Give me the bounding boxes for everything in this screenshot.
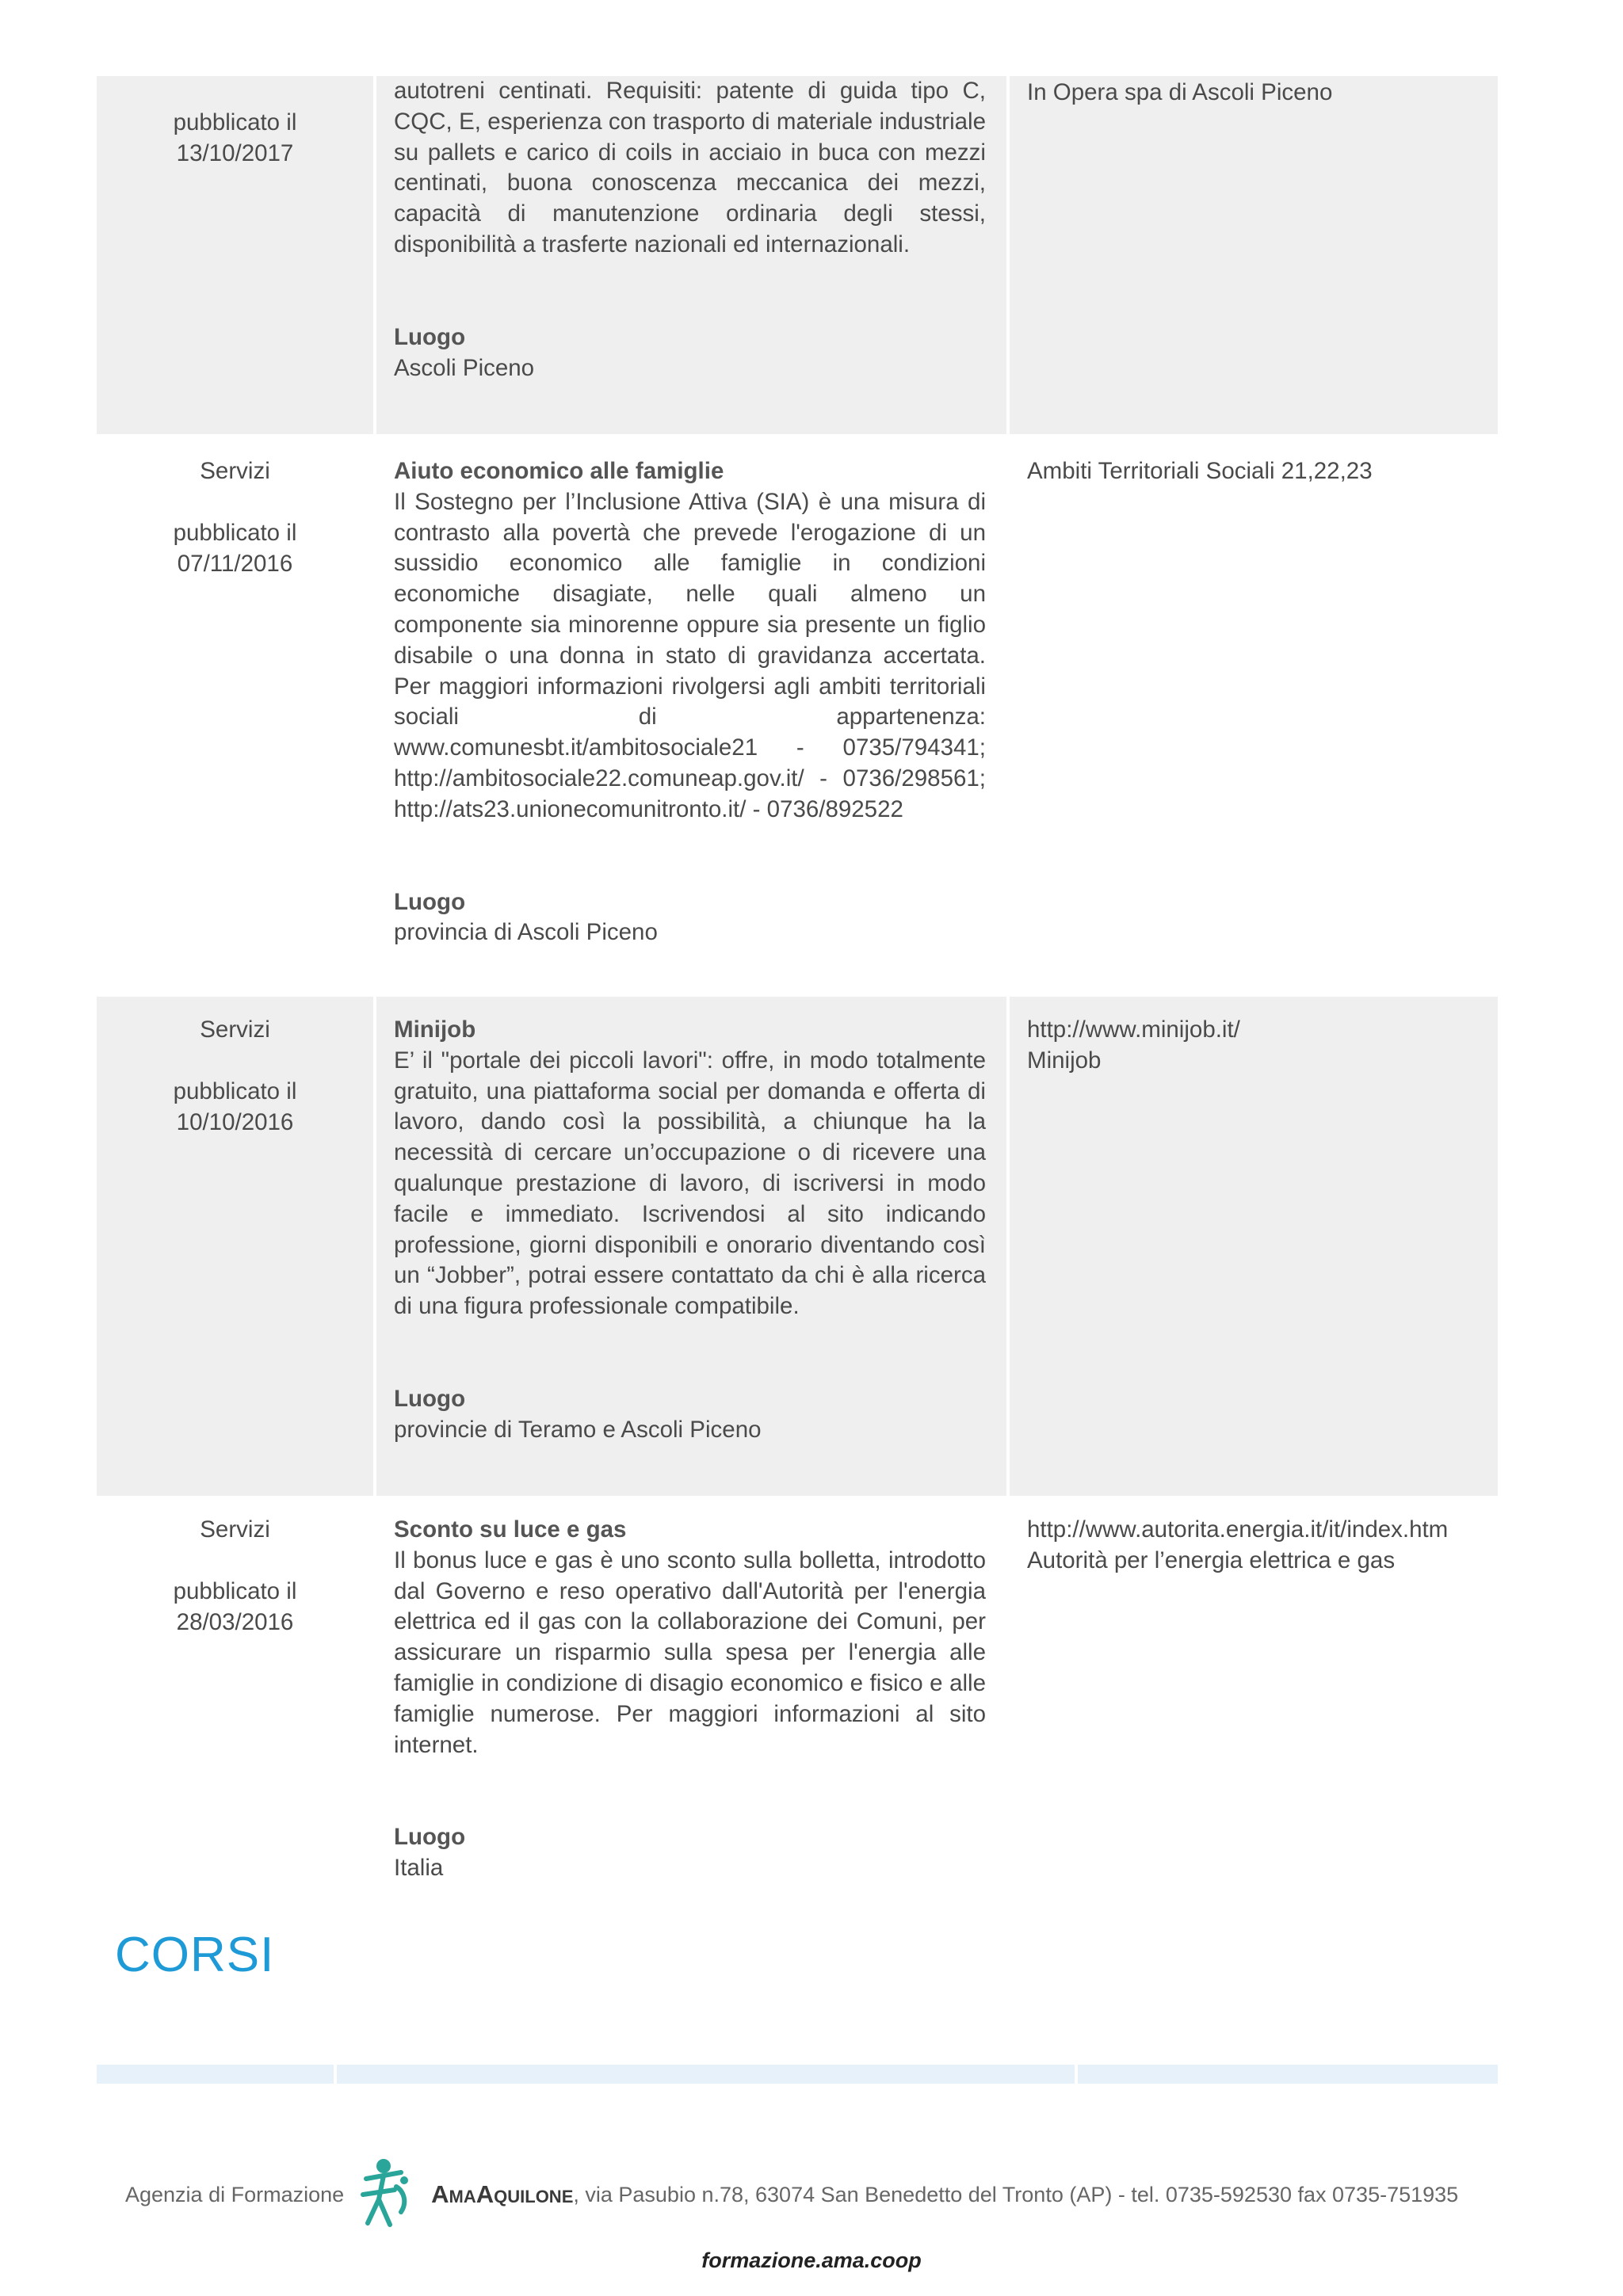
listing-title: Minijob xyxy=(394,1016,476,1043)
date-cell xyxy=(97,76,376,434)
agency-label: Agenzia di Formazione xyxy=(125,2182,345,2206)
date-cell xyxy=(97,1496,376,1908)
luogo-label: Luogo xyxy=(394,888,466,915)
source-name: In Opera spa di Ascoli Piceno xyxy=(1027,79,1333,105)
published-date: 13/10/2017 xyxy=(176,139,294,166)
listing-title: Aiuto economico alle famiglie xyxy=(394,458,724,484)
source-name: Ambiti Territoriali Sociali 21,22,23 xyxy=(1027,458,1373,484)
luogo-label: Luogo xyxy=(394,1824,466,1851)
category-label: Servizi xyxy=(200,1016,270,1043)
category-label: Servizi xyxy=(200,458,270,484)
luogo-value: Ascoli Piceno xyxy=(394,354,535,381)
listing-description: Il bonus luce e gas è uno sconto sulla bolletta, introdotto dal Governo e reso operativo dall'Autorità per l'energia elettrica ed il gas con la collaborazione dei Comuni, per assicurare un risparmio sulla spesa per l'energia alle famiglie in condizione di disagio economico e fisico e alle famiglie numerose. Per maggiori informazioni al sito internet. xyxy=(394,1547,986,1758)
published-date: 10/10/2016 xyxy=(176,1108,294,1135)
footer-address-line xyxy=(125,2155,1458,2234)
description-cell xyxy=(376,997,1010,1496)
luogo-label: Luogo xyxy=(394,323,466,350)
listing-description: autotreni centinati. Requisiti: patente di guida tipo C, CQC, E, esperienza con trasporto di materiale industriale su pallets e carico di coils in acciaio in buca con mezzi centinati, buona conoscenza meccanica dei mezzi, capacità di manutenzione ordinaria degli stessi, disponibilità a trasferte nazionali ed internazionali. xyxy=(394,78,986,257)
source-cell xyxy=(1010,76,1498,434)
footer-address: , via Pasubio n.78, 63074 San Benedetto del Tronto (AP) - tel. 0735-592530 fax 0735-751935 xyxy=(573,2182,1459,2206)
published-date: 07/11/2016 xyxy=(177,550,293,577)
published-label: pubblicato il xyxy=(173,519,297,546)
listing-description: Il Sostegno per l’Inclusione Attiva (SIA) è una misura di contrasto alla povertà che prevede l'erogazione di un sussidio economico alle famiglie in condizioni economiche disagiate, nelle quali almeno un componente sia minorenne oppure sia presente un figlio disabile o una donna in stato di gravidanza accertata. Per maggiori informazioni rivolgersi agli ambiti territoriali sociali di appartenenza: www.comunesbt.it/ambitosociale21 - 0735/794341; http://ambitosociale22.comuneap.gov.it/ - 0736/298561; http://ats23.unionecomunitronto.it/ - 0736/892522 xyxy=(394,488,986,822)
description-cell xyxy=(376,434,1010,997)
listing-description: E’ il "portale dei piccoli lavori": offre, in modo totalmente gratuito, una piattaforma social per domanda e offerta di lavoro, dando così la possibilità, a chiunque ha la necessità di cercare un’occupazione o di ricevere una qualunque prestazione di lavoro, di iscriversi in modo facile e immediato. Iscrivendosi al sito indicando professione, giorni disponibili e onorario diventando così un “Jobber”, potrai essere contattato da chi è alla ricerca di una figura professionale compatibile. xyxy=(394,1047,986,1320)
table-row xyxy=(97,76,1498,434)
published-label: pubblicato il xyxy=(173,109,297,135)
date-cell xyxy=(97,434,376,997)
description-cell xyxy=(376,76,1010,434)
corsi-header-col-1 xyxy=(97,2065,337,2084)
source-url-link[interactable]: http://www.minijob.it/ xyxy=(1027,1016,1240,1043)
page-footer xyxy=(0,2131,1623,2290)
table-row xyxy=(97,997,1498,1496)
date-cell xyxy=(97,997,376,1496)
listings-table xyxy=(97,76,1498,1908)
corsi-header-col-3 xyxy=(1078,2065,1498,2084)
table-row xyxy=(97,1496,1498,1908)
source-name: Minijob xyxy=(1027,1047,1102,1074)
section-title: CORSI xyxy=(115,1928,275,1982)
source-name: Autorità per l’energia elettrica e gas xyxy=(1027,1547,1396,1573)
source-cell xyxy=(1010,997,1498,1496)
description-cell xyxy=(376,1496,1010,1908)
luogo-value: Italia xyxy=(394,1855,444,1882)
published-date: 28/03/2016 xyxy=(176,1608,294,1635)
ama-aquilone-logo-icon xyxy=(355,2155,420,2234)
brand-name: AmaAquilone xyxy=(431,2180,574,2208)
published-label: pubblicato il xyxy=(173,1577,297,1604)
table-row xyxy=(97,434,1498,997)
source-cell xyxy=(1010,1496,1498,1908)
luogo-label: Luogo xyxy=(394,1385,466,1412)
corsi-header-col-2 xyxy=(337,2065,1078,2084)
published-label: pubblicato il xyxy=(173,1077,297,1104)
listing-title: Sconto su luce e gas xyxy=(394,1516,627,1543)
source-url-link[interactable]: http://www.autorita.energia.it/it/index.htm xyxy=(1027,1516,1449,1543)
footer-website-link[interactable]: formazione.ama.coop xyxy=(701,2248,922,2272)
luogo-value: provincia di Ascoli Piceno xyxy=(394,919,658,946)
category-label: Servizi xyxy=(200,1516,270,1543)
source-cell xyxy=(1010,434,1498,997)
luogo-value: provincie di Teramo e Ascoli Piceno xyxy=(394,1416,762,1443)
corsi-table-header xyxy=(97,2065,1498,2084)
